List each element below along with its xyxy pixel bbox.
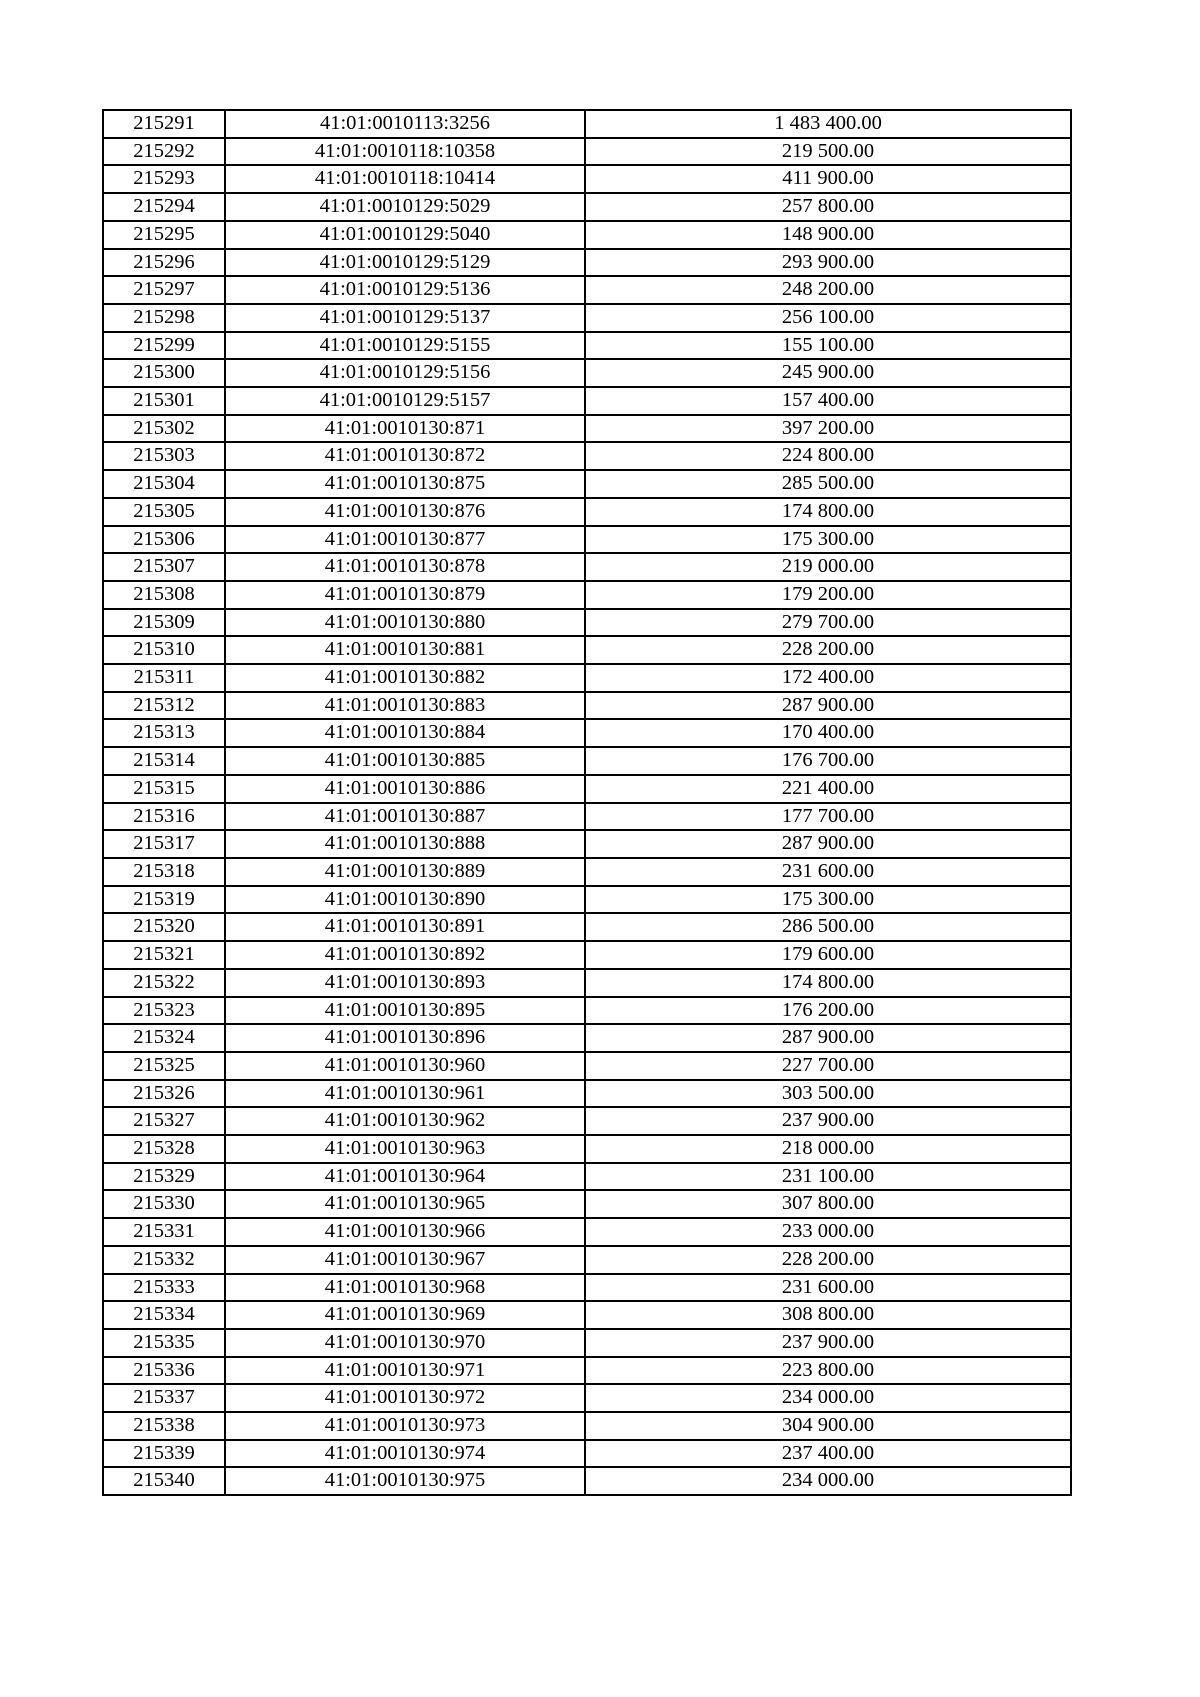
table-row xyxy=(103,1080,1071,1108)
cadastral-number-cell: 41:01:0010113:3256 xyxy=(225,110,585,138)
table-row xyxy=(103,276,1071,304)
cadastral-value-cell: 279 700.00 xyxy=(585,609,1071,637)
cadastral-value-cell: 411 900.00 xyxy=(585,165,1071,193)
row-number-cell: 215308 xyxy=(103,581,225,609)
cadastral-value-cell: 228 200.00 xyxy=(585,636,1071,664)
cadastral-number-cell: 41:01:0010130:876 xyxy=(225,498,585,526)
cadastral-number-cell: 41:01:0010130:970 xyxy=(225,1329,585,1357)
row-number-cell: 215309 xyxy=(103,609,225,637)
row-number-cell: 215302 xyxy=(103,415,225,443)
cadastral-value-cell: 231 600.00 xyxy=(585,858,1071,886)
cadastral-number-cell: 41:01:0010129:5137 xyxy=(225,304,585,332)
table-row xyxy=(103,110,1071,138)
cadastral-value-cell: 218 000.00 xyxy=(585,1135,1071,1163)
table-row xyxy=(103,138,1071,166)
cadastral-value-cell: 170 400.00 xyxy=(585,719,1071,747)
cadastral-value-cell: 308 800.00 xyxy=(585,1301,1071,1329)
table-row xyxy=(103,249,1071,277)
cadastral-value-cell: 287 900.00 xyxy=(585,692,1071,720)
table-row xyxy=(103,498,1071,526)
document-page xyxy=(102,109,1070,1496)
cadastral-value-cell: 177 700.00 xyxy=(585,803,1071,831)
table-row xyxy=(103,332,1071,360)
table-row xyxy=(103,470,1071,498)
cadastral-value-cell: 307 800.00 xyxy=(585,1190,1071,1218)
cadastral-number-cell: 41:01:0010130:877 xyxy=(225,526,585,554)
cadastral-number-cell: 41:01:0010130:893 xyxy=(225,969,585,997)
table-row xyxy=(103,719,1071,747)
cadastral-number-cell: 41:01:0010130:881 xyxy=(225,636,585,664)
table-row xyxy=(103,1190,1071,1218)
cadastral-value-cell: 256 100.00 xyxy=(585,304,1071,332)
table-row xyxy=(103,553,1071,581)
row-number-cell: 215324 xyxy=(103,1024,225,1052)
cadastral-number-cell: 41:01:0010129:5157 xyxy=(225,387,585,415)
row-number-cell: 215306 xyxy=(103,526,225,554)
cadastral-value-cell: 227 700.00 xyxy=(585,1052,1071,1080)
row-number-cell: 215295 xyxy=(103,221,225,249)
table-row xyxy=(103,1274,1071,1302)
cadastral-number-cell: 41:01:0010130:974 xyxy=(225,1440,585,1468)
cadastral-value-cell: 175 300.00 xyxy=(585,526,1071,554)
cadastral-value-cell: 231 600.00 xyxy=(585,1274,1071,1302)
table-row xyxy=(103,775,1071,803)
cadastral-value-table xyxy=(102,109,1072,1496)
cadastral-value-cell: 397 200.00 xyxy=(585,415,1071,443)
table-row xyxy=(103,221,1071,249)
table-body xyxy=(103,110,1071,1495)
cadastral-number-cell: 41:01:0010130:969 xyxy=(225,1301,585,1329)
table-row xyxy=(103,997,1071,1025)
table-row xyxy=(103,803,1071,831)
table-row xyxy=(103,858,1071,886)
cadastral-number-cell: 41:01:0010130:960 xyxy=(225,1052,585,1080)
cadastral-number-cell: 41:01:0010130:962 xyxy=(225,1107,585,1135)
table-row xyxy=(103,1301,1071,1329)
row-number-cell: 215328 xyxy=(103,1135,225,1163)
cadastral-number-cell: 41:01:0010130:892 xyxy=(225,941,585,969)
table-row xyxy=(103,1135,1071,1163)
table-row xyxy=(103,1467,1071,1495)
cadastral-value-cell: 219 000.00 xyxy=(585,553,1071,581)
row-number-cell: 215319 xyxy=(103,886,225,914)
table-row xyxy=(103,609,1071,637)
row-number-cell: 215339 xyxy=(103,1440,225,1468)
row-number-cell: 215336 xyxy=(103,1357,225,1385)
cadastral-value-cell: 233 000.00 xyxy=(585,1218,1071,1246)
cadastral-number-cell: 41:01:0010130:884 xyxy=(225,719,585,747)
row-number-cell: 215303 xyxy=(103,442,225,470)
row-number-cell: 215315 xyxy=(103,775,225,803)
cadastral-value-cell: 179 600.00 xyxy=(585,941,1071,969)
cadastral-number-cell: 41:01:0010130:973 xyxy=(225,1412,585,1440)
cadastral-value-cell: 237 900.00 xyxy=(585,1107,1071,1135)
row-number-cell: 215317 xyxy=(103,830,225,858)
row-number-cell: 215325 xyxy=(103,1052,225,1080)
cadastral-value-cell: 287 900.00 xyxy=(585,1024,1071,1052)
row-number-cell: 215340 xyxy=(103,1467,225,1495)
table-row xyxy=(103,969,1071,997)
table-row xyxy=(103,1024,1071,1052)
row-number-cell: 215300 xyxy=(103,359,225,387)
table-row xyxy=(103,581,1071,609)
row-number-cell: 215293 xyxy=(103,165,225,193)
cadastral-value-cell: 231 100.00 xyxy=(585,1163,1071,1191)
cadastral-value-cell: 172 400.00 xyxy=(585,664,1071,692)
cadastral-number-cell: 41:01:0010129:5155 xyxy=(225,332,585,360)
row-number-cell: 215335 xyxy=(103,1329,225,1357)
row-number-cell: 215311 xyxy=(103,664,225,692)
table-row xyxy=(103,886,1071,914)
cadastral-number-cell: 41:01:0010130:885 xyxy=(225,747,585,775)
cadastral-value-cell: 219 500.00 xyxy=(585,138,1071,166)
cadastral-value-cell: 176 700.00 xyxy=(585,747,1071,775)
row-number-cell: 215331 xyxy=(103,1218,225,1246)
cadastral-number-cell: 41:01:0010130:963 xyxy=(225,1135,585,1163)
cadastral-number-cell: 41:01:0010130:888 xyxy=(225,830,585,858)
table-row xyxy=(103,941,1071,969)
table-row xyxy=(103,1440,1071,1468)
cadastral-value-cell: 248 200.00 xyxy=(585,276,1071,304)
cadastral-number-cell: 41:01:0010130:879 xyxy=(225,581,585,609)
cadastral-number-cell: 41:01:0010129:5156 xyxy=(225,359,585,387)
table-row xyxy=(103,1412,1071,1440)
table-row xyxy=(103,165,1071,193)
cadastral-number-cell: 41:01:0010130:878 xyxy=(225,553,585,581)
cadastral-value-cell: 234 000.00 xyxy=(585,1384,1071,1412)
row-number-cell: 215296 xyxy=(103,249,225,277)
table-row xyxy=(103,1384,1071,1412)
cadastral-number-cell: 41:01:0010130:871 xyxy=(225,415,585,443)
row-number-cell: 215297 xyxy=(103,276,225,304)
table-row xyxy=(103,830,1071,858)
cadastral-value-cell: 175 300.00 xyxy=(585,886,1071,914)
cadastral-value-cell: 148 900.00 xyxy=(585,221,1071,249)
cadastral-number-cell: 41:01:0010130:889 xyxy=(225,858,585,886)
table-row xyxy=(103,359,1071,387)
cadastral-number-cell: 41:01:0010130:872 xyxy=(225,442,585,470)
row-number-cell: 215310 xyxy=(103,636,225,664)
cadastral-value-cell: 223 800.00 xyxy=(585,1357,1071,1385)
table-row xyxy=(103,1163,1071,1191)
cadastral-number-cell: 41:01:0010118:10414 xyxy=(225,165,585,193)
cadastral-number-cell: 41:01:0010130:883 xyxy=(225,692,585,720)
row-number-cell: 215299 xyxy=(103,332,225,360)
cadastral-number-cell: 41:01:0010130:961 xyxy=(225,1080,585,1108)
table-row xyxy=(103,387,1071,415)
cadastral-number-cell: 41:01:0010129:5129 xyxy=(225,249,585,277)
row-number-cell: 215305 xyxy=(103,498,225,526)
table-row xyxy=(103,1329,1071,1357)
cadastral-value-cell: 285 500.00 xyxy=(585,470,1071,498)
row-number-cell: 215313 xyxy=(103,719,225,747)
cadastral-value-cell: 228 200.00 xyxy=(585,1246,1071,1274)
cadastral-number-cell: 41:01:0010130:886 xyxy=(225,775,585,803)
table-row xyxy=(103,913,1071,941)
row-number-cell: 215333 xyxy=(103,1274,225,1302)
row-number-cell: 215318 xyxy=(103,858,225,886)
cadastral-number-cell: 41:01:0010130:875 xyxy=(225,470,585,498)
cadastral-value-cell: 303 500.00 xyxy=(585,1080,1071,1108)
row-number-cell: 215314 xyxy=(103,747,225,775)
row-number-cell: 215307 xyxy=(103,553,225,581)
row-number-cell: 215330 xyxy=(103,1190,225,1218)
table-row xyxy=(103,1357,1071,1385)
cadastral-value-cell: 237 900.00 xyxy=(585,1329,1071,1357)
cadastral-value-cell: 245 900.00 xyxy=(585,359,1071,387)
cadastral-value-cell: 234 000.00 xyxy=(585,1467,1071,1495)
cadastral-value-cell: 287 900.00 xyxy=(585,830,1071,858)
cadastral-number-cell: 41:01:0010130:890 xyxy=(225,886,585,914)
table-row xyxy=(103,1107,1071,1135)
cadastral-number-cell: 41:01:0010118:10358 xyxy=(225,138,585,166)
cadastral-number-cell: 41:01:0010129:5040 xyxy=(225,221,585,249)
cadastral-number-cell: 41:01:0010130:964 xyxy=(225,1163,585,1191)
cadastral-value-cell: 179 200.00 xyxy=(585,581,1071,609)
table-row xyxy=(103,526,1071,554)
table-row xyxy=(103,692,1071,720)
cadastral-value-cell: 237 400.00 xyxy=(585,1440,1071,1468)
cadastral-value-cell: 257 800.00 xyxy=(585,193,1071,221)
row-number-cell: 215321 xyxy=(103,941,225,969)
cadastral-number-cell: 41:01:0010130:882 xyxy=(225,664,585,692)
cadastral-value-cell: 224 800.00 xyxy=(585,442,1071,470)
cadastral-number-cell: 41:01:0010130:968 xyxy=(225,1274,585,1302)
row-number-cell: 215322 xyxy=(103,969,225,997)
cadastral-number-cell: 41:01:0010129:5136 xyxy=(225,276,585,304)
row-number-cell: 215320 xyxy=(103,913,225,941)
cadastral-value-cell: 221 400.00 xyxy=(585,775,1071,803)
row-number-cell: 215323 xyxy=(103,997,225,1025)
cadastral-value-cell: 174 800.00 xyxy=(585,498,1071,526)
table-row xyxy=(103,442,1071,470)
table-row xyxy=(103,415,1071,443)
cadastral-number-cell: 41:01:0010130:965 xyxy=(225,1190,585,1218)
cadastral-value-cell: 176 200.00 xyxy=(585,997,1071,1025)
cadastral-value-cell: 155 100.00 xyxy=(585,332,1071,360)
table-row xyxy=(103,1246,1071,1274)
table-row xyxy=(103,747,1071,775)
row-number-cell: 215326 xyxy=(103,1080,225,1108)
cadastral-value-cell: 304 900.00 xyxy=(585,1412,1071,1440)
table-row xyxy=(103,636,1071,664)
table-row xyxy=(103,1218,1071,1246)
cadastral-number-cell: 41:01:0010130:891 xyxy=(225,913,585,941)
cadastral-number-cell: 41:01:0010130:967 xyxy=(225,1246,585,1274)
cadastral-number-cell: 41:01:0010130:887 xyxy=(225,803,585,831)
row-number-cell: 215338 xyxy=(103,1412,225,1440)
table-row xyxy=(103,664,1071,692)
row-number-cell: 215332 xyxy=(103,1246,225,1274)
row-number-cell: 215312 xyxy=(103,692,225,720)
cadastral-value-cell: 286 500.00 xyxy=(585,913,1071,941)
table-row xyxy=(103,193,1071,221)
cadastral-number-cell: 41:01:0010130:896 xyxy=(225,1024,585,1052)
table-row xyxy=(103,304,1071,332)
row-number-cell: 215334 xyxy=(103,1301,225,1329)
row-number-cell: 215292 xyxy=(103,138,225,166)
row-number-cell: 215301 xyxy=(103,387,225,415)
row-number-cell: 215329 xyxy=(103,1163,225,1191)
row-number-cell: 215291 xyxy=(103,110,225,138)
row-number-cell: 215327 xyxy=(103,1107,225,1135)
row-number-cell: 215294 xyxy=(103,193,225,221)
cadastral-number-cell: 41:01:0010130:966 xyxy=(225,1218,585,1246)
cadastral-number-cell: 41:01:0010130:880 xyxy=(225,609,585,637)
table-row xyxy=(103,1052,1071,1080)
cadastral-value-cell: 293 900.00 xyxy=(585,249,1071,277)
row-number-cell: 215298 xyxy=(103,304,225,332)
cadastral-value-cell: 1 483 400.00 xyxy=(585,110,1071,138)
row-number-cell: 215337 xyxy=(103,1384,225,1412)
cadastral-value-cell: 174 800.00 xyxy=(585,969,1071,997)
cadastral-number-cell: 41:01:0010130:971 xyxy=(225,1357,585,1385)
cadastral-number-cell: 41:01:0010130:975 xyxy=(225,1467,585,1495)
row-number-cell: 215316 xyxy=(103,803,225,831)
cadastral-number-cell: 41:01:0010129:5029 xyxy=(225,193,585,221)
row-number-cell: 215304 xyxy=(103,470,225,498)
cadastral-number-cell: 41:01:0010130:895 xyxy=(225,997,585,1025)
cadastral-number-cell: 41:01:0010130:972 xyxy=(225,1384,585,1412)
cadastral-value-cell: 157 400.00 xyxy=(585,387,1071,415)
